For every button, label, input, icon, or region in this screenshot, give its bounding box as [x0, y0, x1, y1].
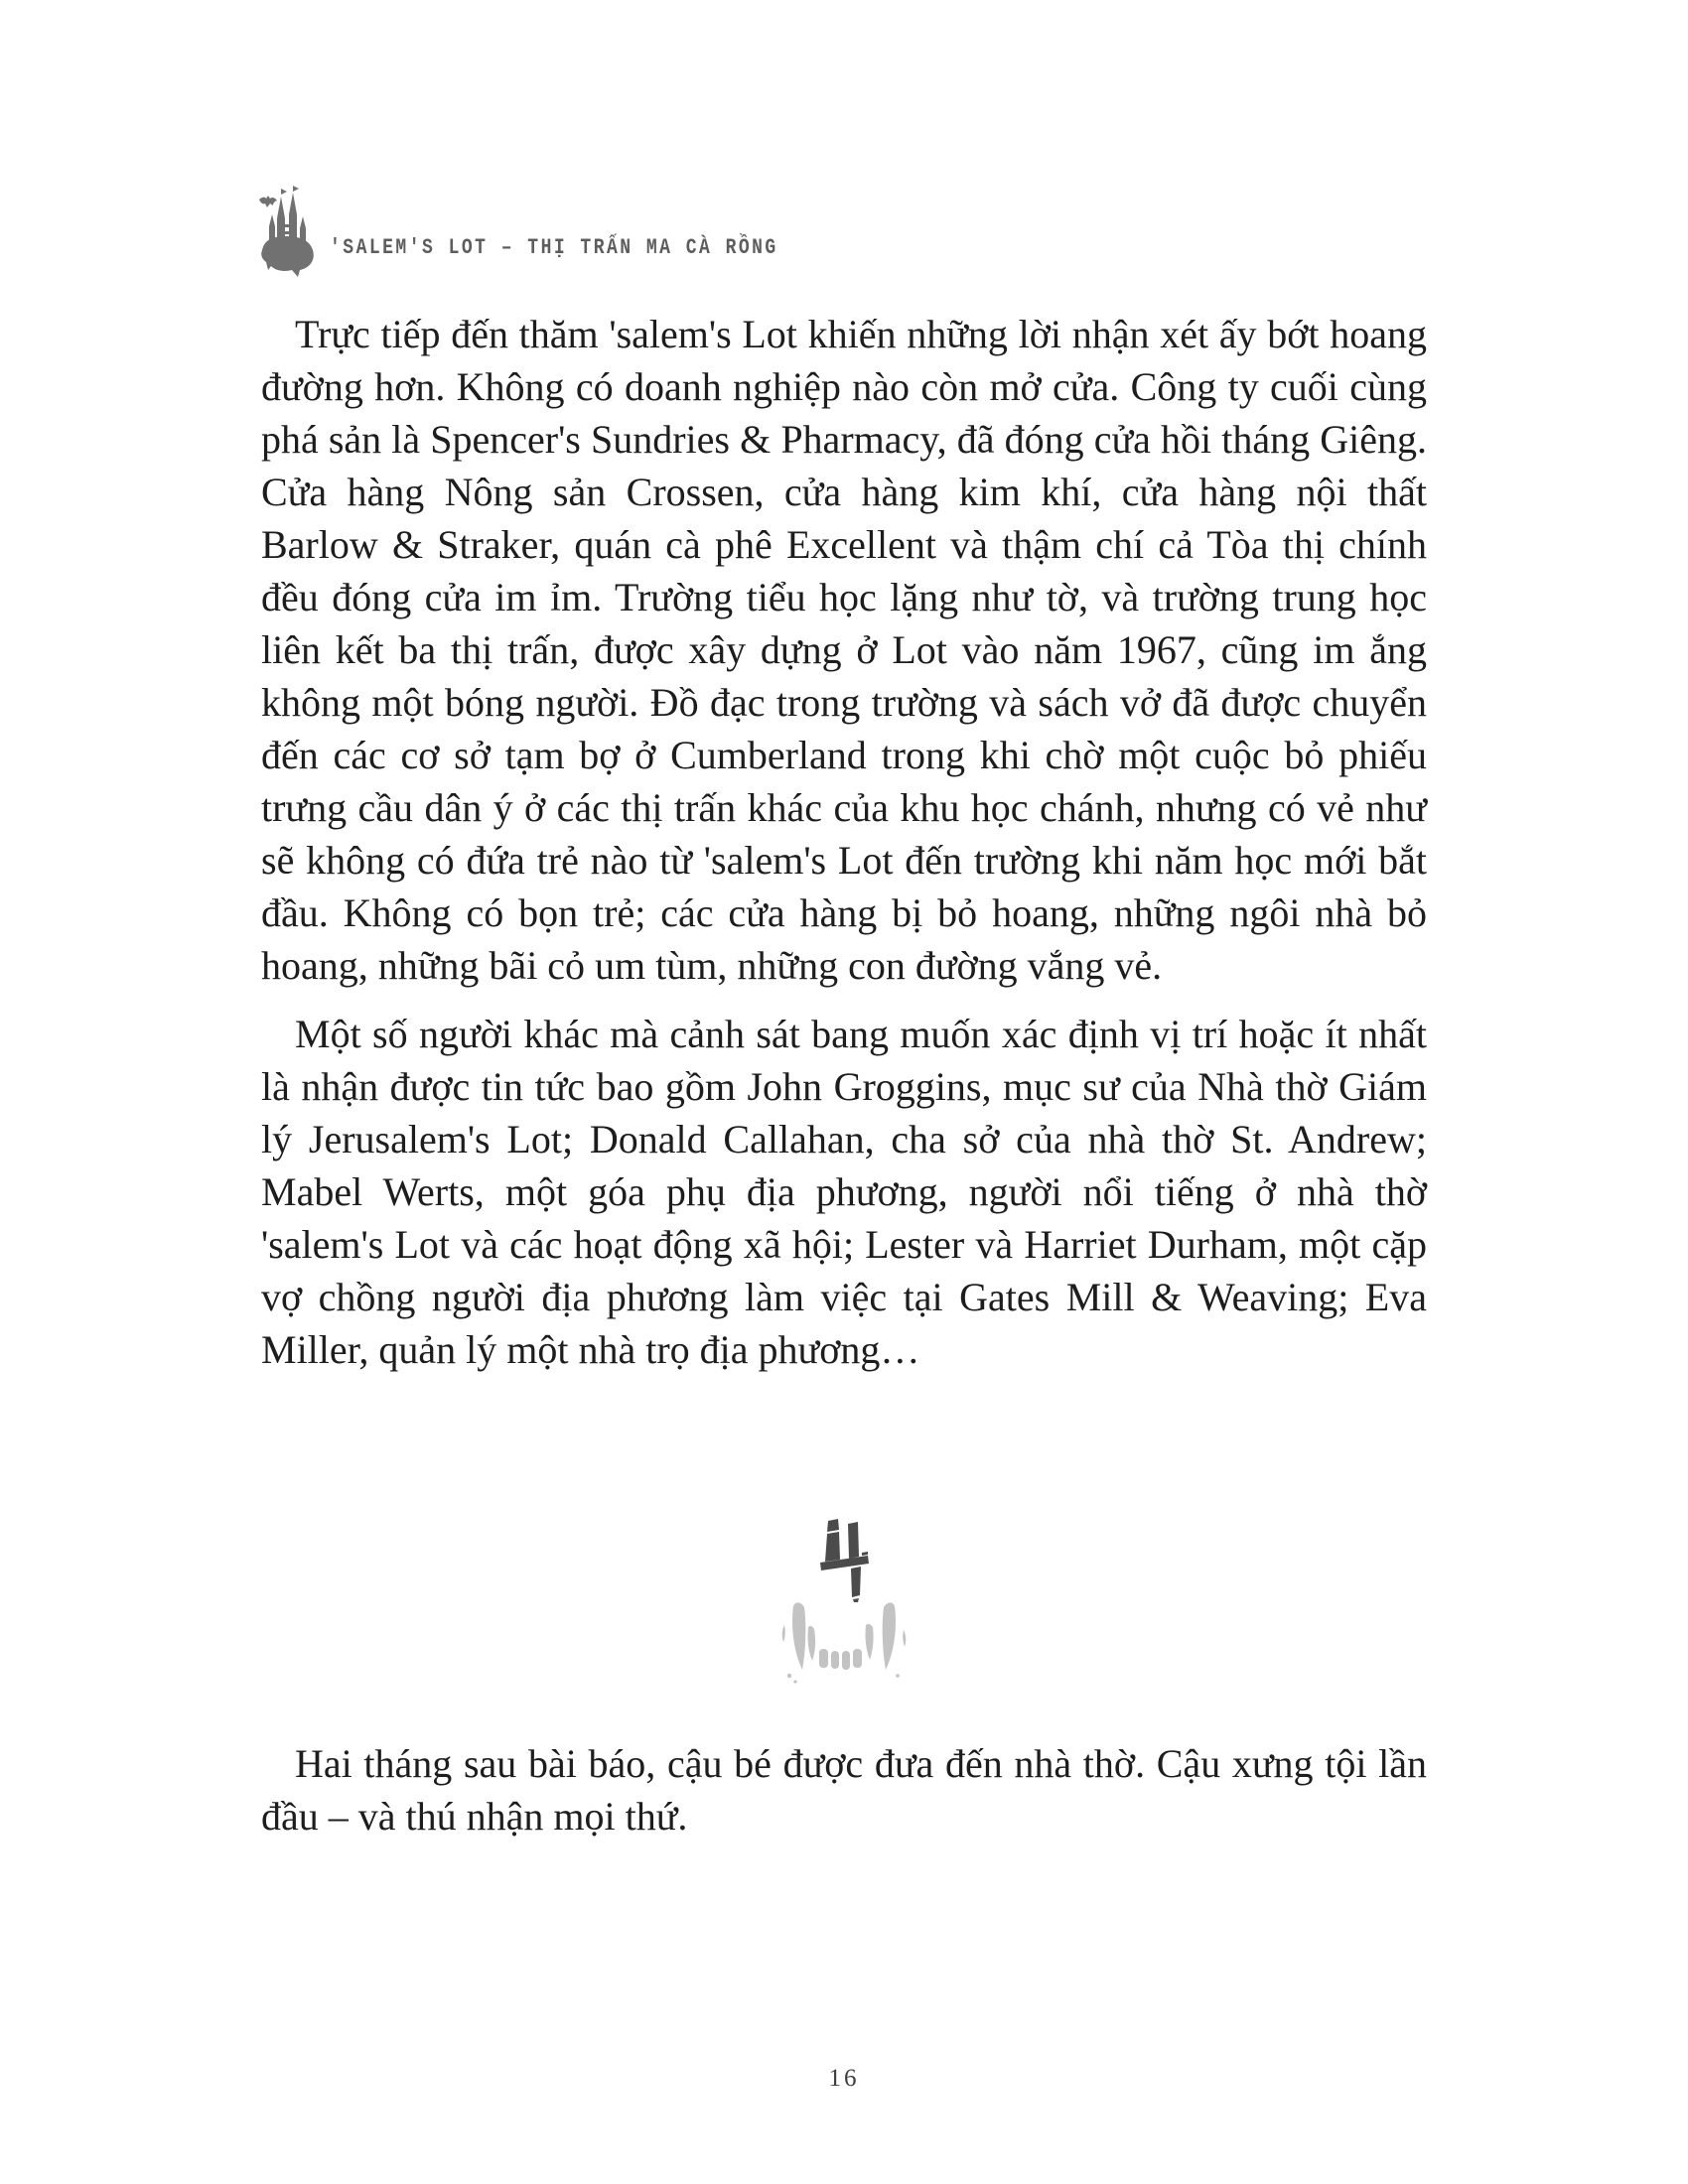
page-number: 16: [828, 2065, 860, 2092]
paragraph-3: Hai tháng sau bài báo, cậu bé được đưa đến nhà thờ. Cậu xưng tội lần đầu – và thú nhận mọi thứ.: [261, 1741, 1427, 1839]
castle-icon: [256, 185, 318, 278]
chapter-number-graphic: [818, 1517, 870, 1607]
chapter-heading: [778, 1517, 910, 1690]
vampire-fangs-icon: [778, 1597, 910, 1690]
paragraph-2: Một số người khác mà cảnh sát bang muốn xác định vị trí hoặc ít nhất là nhận được tin tức bao gồm John Groggins, mục sư của Nhà thờ Giám lý Jerusalem's Lot; Donald Callahan, cha sở của nhà thờ St. Andrew; Mabel Werts, một góa phụ địa phương, người nổi tiếng ở nhà thờ 'salem's Lot và các hoạt động xã hội; Lester và Harriet Durham, một cặp vợ chồng người địa phương làm việc tại Gates Mill & Weaving; Eva Miller, quản lý một nhà trọ địa phương…: [261, 1012, 1427, 1372]
paragraph-1: Trực tiếp đến thăm 'salem's Lot khiến những lời nhận xét ấy bớt hoang đường hơn. Không có doanh nghiệp nào còn mở cửa. Công ty cuối cùng phá sản là Spencer's Sundries & Pharmacy, đã đóng cửa hồi tháng Giêng. Cửa hàng Nông sản Crossen, cửa hàng kim khí, cửa hàng nội thất Barlow & Straker, quán cà phê Excellent và thậm chí cả Tòa thị chính đều đóng cửa im ỉm. Trường tiểu học lặng như tờ, và trường trung học liên kết ba thị trấn, được xây dựng ở Lot vào năm 1967, cũng im ắng không một bóng người. Đồ đạc trong trường và sách vở đã được chuyển đến các cơ sở tạm bợ ở Cumberland trong khi chờ một cuộc bỏ phiếu trưng cầu dân ý ở các thị trấn khác của khu học chánh, nhưng có vẻ như sẽ không có đứa trẻ nào từ 'salem's Lot đến trường khi năm học mới bắt đầu. Không có bọn trẻ; các cửa hàng bị bỏ hoang, những ngôi nhà bỏ hoang, những bãi cỏ um tùm, những con đường vắng vẻ.: [261, 312, 1427, 988]
body-text: [261, 308, 1427, 1392]
running-title: 'SALEM'S LOT – THỊ TRẤN MA CÀ RỒNG: [330, 235, 778, 260]
closing-text: [261, 1737, 1427, 1843]
page-header: [256, 185, 877, 278]
